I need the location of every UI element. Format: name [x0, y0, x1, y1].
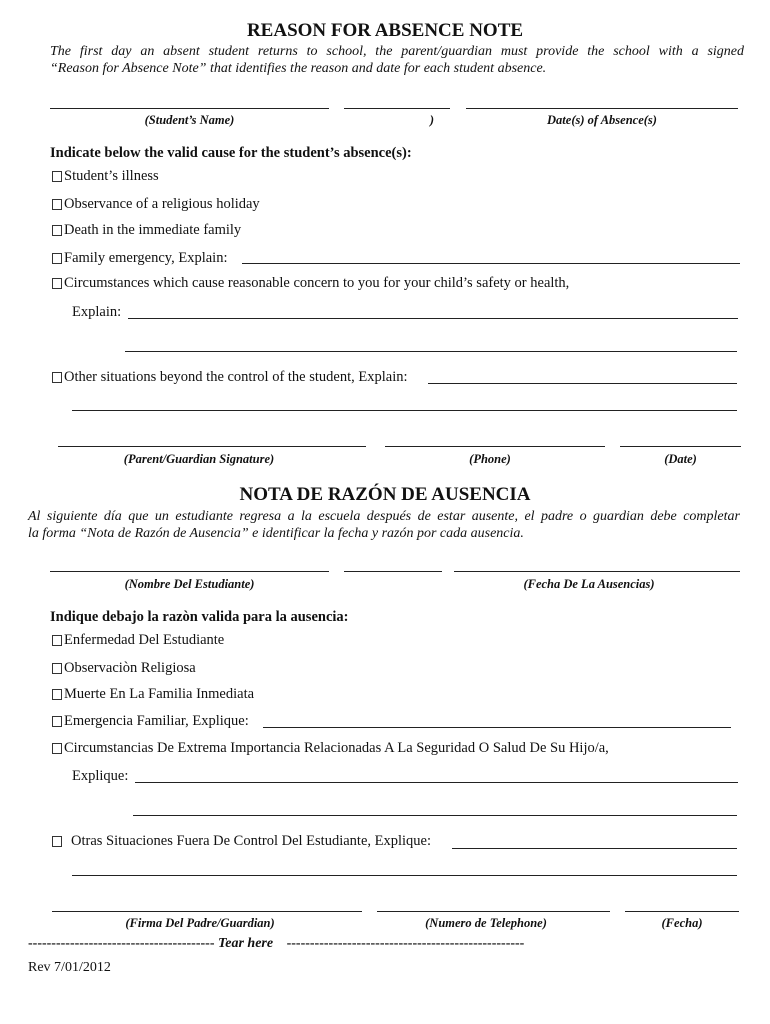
- option-label: Enfermedad Del Estudiante: [64, 632, 225, 648]
- checkbox-icon[interactable]: [52, 199, 62, 210]
- opcion-circumstancias[interactable]: [52, 740, 609, 757]
- date-line[interactable]: [620, 446, 741, 447]
- fecha-ausencias-caption: (Fecha De La Ausencias): [523, 577, 655, 591]
- checkbox-icon[interactable]: [52, 171, 62, 182]
- student-id-line[interactable]: [344, 108, 450, 109]
- checkbox-icon[interactable]: [52, 253, 62, 264]
- otras-explique-line-2[interactable]: [72, 875, 737, 876]
- checkbox-icon[interactable]: [52, 278, 62, 289]
- circumstancias-explique-line-2[interactable]: [133, 815, 737, 816]
- safety-explain-line-1[interactable]: [128, 318, 738, 319]
- option-safety-concern[interactable]: [52, 275, 569, 292]
- parent-signature-line[interactable]: [58, 446, 366, 447]
- checkbox-icon[interactable]: [52, 635, 62, 646]
- emergencia-explique-line[interactable]: [263, 727, 731, 728]
- circumstancias-explique-line-1[interactable]: [135, 782, 738, 783]
- option-label: Other situations beyond the control of the student, Explain:: [64, 369, 408, 385]
- telephone-line[interactable]: [377, 911, 610, 912]
- option-label: Circumstancias De Extrema Importancia Relacionadas A La Seguridad O Salud De Su Hijo/a,: [64, 740, 609, 756]
- student-name-line[interactable]: [50, 108, 329, 109]
- spanish-intro-line-2: la forma “Nota de Razón de Ausencia” e identificar la fecha y razón por cada ausencia.: [28, 526, 524, 541]
- option-label: Circumstances which cause reasonable concern to you for your child’s safety or health,: [64, 275, 570, 291]
- firma-padre-caption: (Firma Del Padre/Guardian): [125, 916, 275, 930]
- other-explain-line-2[interactable]: [72, 410, 737, 411]
- option-label: Muerte En La Familia Inmediata: [64, 686, 255, 702]
- safety-explain-label: Explain:: [72, 304, 122, 320]
- option-religious-holiday[interactable]: [52, 196, 260, 213]
- english-intro-line-1: The first day an absent student returns to school, the parent/guardian must provide the school with a signed: [50, 44, 744, 59]
- date-caption: (Date): [664, 452, 697, 466]
- other-explain-line-1[interactable]: [428, 383, 737, 384]
- spanish-intro: [28, 508, 740, 542]
- spanish-id-line[interactable]: [344, 571, 442, 572]
- english-intro-line-2: “Reason for Absence Note” that identifies the reason and date for each student absence.: [50, 61, 547, 76]
- english-intro: [50, 43, 744, 77]
- fecha-line[interactable]: [625, 911, 739, 912]
- checkbox-icon[interactable]: [52, 743, 62, 754]
- opcion-religiosa[interactable]: [52, 660, 196, 677]
- tear-here-label: Tear here: [217, 936, 274, 951]
- otras-explique-line-1[interactable]: [452, 848, 737, 849]
- opcion-enfermedad[interactable]: [52, 632, 224, 649]
- fecha-ausencias-line[interactable]: [454, 571, 740, 572]
- opcion-otras-situaciones[interactable]: [52, 833, 431, 850]
- tear-here-divider: [28, 936, 524, 952]
- absence-dates-caption: Date(s) of Absence(s): [547, 113, 657, 127]
- paren-caption: ): [429, 113, 435, 127]
- student-name-caption: (Student’s Name): [144, 113, 235, 127]
- option-label: Observance of a religious holiday: [64, 196, 260, 212]
- revision-label: Rev 7/01/2012: [28, 960, 111, 975]
- nombre-estudiante-line[interactable]: [50, 571, 329, 572]
- option-student-illness[interactable]: [52, 168, 159, 185]
- option-label: Student’s illness: [64, 168, 159, 184]
- option-death-in-family[interactable]: [52, 222, 241, 239]
- checkbox-icon[interactable]: [52, 689, 62, 700]
- checkbox-icon[interactable]: [52, 372, 62, 383]
- nombre-estudiante-caption: (Nombre Del Estudiante): [124, 577, 255, 591]
- parent-signature-caption: (Parent/Guardian Signature): [123, 452, 275, 466]
- checkbox-icon[interactable]: [52, 716, 62, 727]
- option-other-situations[interactable]: [52, 369, 408, 386]
- checkbox-icon[interactable]: [52, 225, 62, 236]
- fecha-caption: (Fecha): [661, 916, 703, 930]
- opcion-emergencia-familiar[interactable]: [52, 713, 249, 730]
- option-label: Emergencia Familiar, Explique:: [64, 713, 249, 729]
- english-title: REASON FOR ABSENCE NOTE: [246, 20, 524, 41]
- opcion-muerte-familia[interactable]: [52, 686, 254, 703]
- option-label: Death in the immediate family: [64, 222, 242, 238]
- checkbox-icon[interactable]: [52, 663, 62, 674]
- spanish-intro-line-1: Al siguiente día que un estudiante regresa a la escuela después de estar ausente, el padre o guardian debe completar: [28, 509, 740, 524]
- checkbox-icon[interactable]: [52, 836, 62, 847]
- firma-padre-line[interactable]: [52, 911, 362, 912]
- phone-caption: (Phone): [469, 452, 511, 466]
- option-label: Otras Situaciones Fuera De Control Del Estudiante, Explique:: [71, 833, 432, 849]
- safety-explain-line-2[interactable]: [125, 351, 737, 352]
- tear-dashes-right: ---------------------------------------------------: [286, 936, 525, 951]
- phone-line[interactable]: [385, 446, 605, 447]
- absence-dates-line[interactable]: [466, 108, 738, 109]
- circumstancias-explique-label: Explique:: [72, 768, 129, 784]
- telephone-caption: (Numero de Telephone): [425, 916, 547, 930]
- spanish-title: NOTA DE RAZÓN DE AUSENCIA: [239, 484, 531, 505]
- tear-dashes-left: ----------------------------------------: [28, 936, 215, 951]
- option-family-emergency[interactable]: [52, 250, 228, 267]
- option-label: Family emergency, Explain:: [64, 250, 228, 266]
- option-label: Observaciòn Religiosa: [64, 660, 196, 676]
- spanish-cause-heading: Indique debajo la razòn valida para la ausencia:: [50, 609, 349, 625]
- family-emergency-explain-line[interactable]: [242, 263, 740, 264]
- english-cause-heading: Indicate below the valid cause for the student’s absence(s):: [50, 145, 412, 161]
